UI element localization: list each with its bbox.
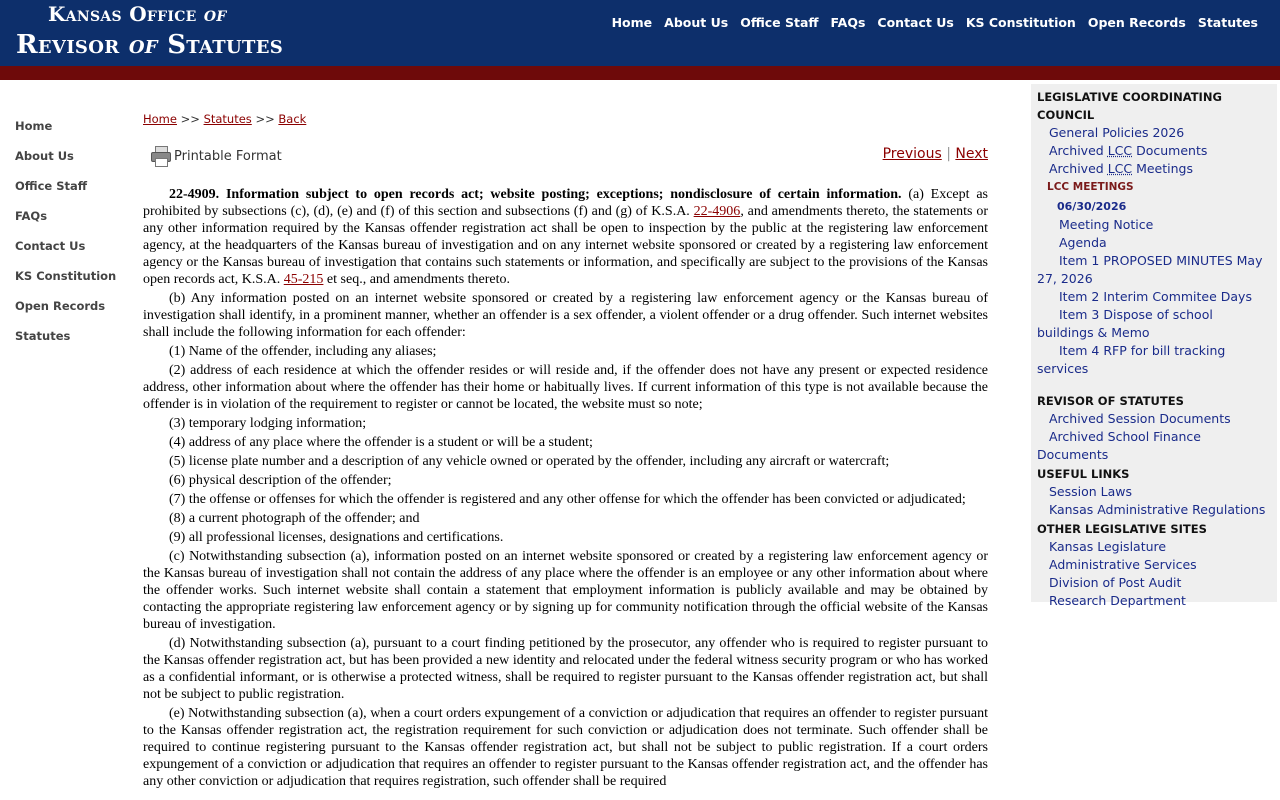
division-post-audit-link[interactable]: Division of Post Audit [1049,575,1182,590]
breadcrumb-back[interactable]: Back [278,112,307,126]
kansas-legislature-link[interactable]: Kansas Legislature [1049,539,1167,554]
statute-list-item: (9) all professional licenses, designations and certifications. [169,530,504,545]
top-nav [600,15,1258,30]
top-nav-statutes[interactable]: Statutes [1197,15,1258,30]
statute-list-item: (5) license plate number and a description of any vehicle owned or operated by the offender, including any aircraft or watercraft; [169,454,890,469]
printable-format-label: Printable Format [174,148,282,164]
statute-paragraph-d: (d) Notwithstanding subsection (a), pursuant to a court finding petitioned by the prosecutor, any offender who is required to register pursuant to the Kansas offender registration act, but has been provided a new identity and relocated under the federal witness security program or who has worked as a confidential informant, or is otherwise a protected witness, shall be required to register pursuant to the Kansas offender registration act, but shall not be subject to public registration. [143,636,988,702]
research-department-link[interactable]: Research Department [1049,593,1186,608]
statute-paragraph-b: (b) Any information posted on an internet website sponsored or created by a registering law enforcement agency or the Kansas bureau of investigation shall identify, in a prominent manner, whether an offender is a sex offender, a violent offender or a drug offender. Such internet websites shall include the following information for each offender: [143,291,988,340]
statute-list-item: (6) physical description of the offender; [169,473,392,488]
top-nav-about-us[interactable]: About Us [664,15,729,30]
statute-list-item: (1) Name of the offender, including any aliases; [169,344,437,359]
prev-next-nav [883,146,988,162]
right-sidebar [1031,84,1277,608]
prev-next-divider: | [946,146,951,162]
archived-lcc-documents-link[interactable]: Archived LCC Documents [1049,143,1208,158]
breadcrumb [143,112,988,126]
statute-list-item: (2) address of each residence at which the offender resides or will reside and, if the offender does not have any present or expected residence address, other information about where the offender has their home or habitually lives. If current information of this type is not available because the offender is in violation of the requirement to register or cannot be located, the website must so note; [143,363,988,412]
left-nav-ks-constitution[interactable]: KS Constitution [15,269,117,283]
left-nav-faqs[interactable]: FAQs [15,209,48,223]
statute-list-item: (3) temporary lodging information; [169,416,367,431]
agenda-link[interactable]: Agenda [1059,235,1107,250]
statute-list-item: (8) a current photograph of the offender; and [169,511,420,526]
item-4-link[interactable]: Item 4 RFP for bill tracking services [1037,343,1226,376]
archived-session-documents-link[interactable]: Archived Session Documents [1049,411,1231,426]
top-nav-open-records[interactable]: Open Records [1087,15,1186,30]
logo-line-2: Revisor of Statutes [16,30,284,60]
archived-lcc-meetings-link[interactable]: Archived LCC Meetings [1049,161,1193,176]
lcc-meetings-heading: LCC MEETINGS [1047,181,1134,193]
statute-list-item: (7) the offense or offenses for which the offender is registered and any other offense for which the offender has been convicted or adjudicated; [169,492,966,507]
statute-paragraph-a: 22-4909. Information subject to open records act; website posting; exceptions; nondisclosure of certain information. (a) Except as prohibited by subsections (c), (d), (e) and (f) of this section and subsections (f) and (g) of K.S.A. 22-4906, and amendments thereto, the statements or any other information required by the Kansas offender registration act shall be open to inspection by the public at the registering law enforcement agency, at the headquarters of the Kansas bureau of investigation and on any internet website sponsored or created by a registering law enforcement agency or the Kansas bureau of investigation that contains such statements or information, and specifically are subject to the provisions of the Kansas open records act, K.S.A. 45-215 et seq., and amendments thereto. [143,187,988,287]
main-content [143,110,988,792]
top-nav-contact-us[interactable]: Contact Us [877,15,954,30]
statute-paragraph-e: (e) Notwithstanding subsection (a), when a court orders expungement of a conviction or adjudication that requires an offender to register pursuant to the Kansas offender registration act, the registration requirement for such conviction or adjudication does not terminate. Such offender shall be required to continue registering pursuant to the Kansas offender registration act, but shall not be subject to public registration. If a court orders expungement of a conviction or adjudication that requires an offender to register pursuant to the Kansas offender registration act, and the offender has any other conviction or adjudication that requires registration, such offender shall be required [143,706,988,789]
breadcrumb-separator: >> [255,112,275,126]
breadcrumb-statutes[interactable]: Statutes [203,112,252,126]
printable-format-link[interactable] [151,146,282,166]
item-1-link[interactable]: Item 1 PROPOSED MINUTES May 27, 2026 [1037,253,1263,286]
meeting-date: 06/30/2026 [1057,200,1127,213]
archived-school-finance-link[interactable]: Archived School Finance Documents [1037,429,1201,462]
revisor-heading: REVISOR OF STATUTES [1037,394,1184,408]
ksa-link-22-4906[interactable]: 22-4906 [693,204,741,219]
printer-icon [151,146,171,166]
statute-text [143,186,988,790]
accent-bar [0,66,1280,80]
breadcrumb-home[interactable]: Home [143,112,177,126]
left-nav-about-us[interactable]: About Us [15,149,74,163]
session-laws-link[interactable]: Session Laws [1049,484,1133,499]
meeting-notice-link[interactable]: Meeting Notice [1059,217,1154,232]
left-nav-open-records[interactable]: Open Records [15,299,106,313]
site-header [0,0,1280,66]
left-nav-statutes[interactable]: Statutes [15,329,71,343]
statute-list-item: (4) address of any place where the offender is a student or will be a student; [169,435,593,450]
next-link[interactable]: Next [955,146,988,162]
top-nav-office-staff[interactable]: Office Staff [740,15,819,30]
left-nav-office-staff[interactable]: Office Staff [15,179,88,193]
item-2-link[interactable]: Item 2 Interim Commitee Days [1059,289,1252,304]
breadcrumb-separator: >> [180,112,200,126]
statute-heading: 22-4909. Information subject to open records act; website posting; exceptions; nondisclosure of certain information. [169,187,902,202]
other-sites-heading: OTHER LEGISLATIVE SITES [1037,522,1207,536]
logo-line-1: Kansas Office of [48,2,227,26]
left-nav-home[interactable]: Home [15,119,53,133]
administrative-services-link[interactable]: Administrative Services [1049,557,1197,572]
top-nav-ks-constitution[interactable]: KS Constitution [965,15,1076,30]
useful-links-heading: USEFUL LINKS [1037,467,1130,481]
item-3-link[interactable]: Item 3 Dispose of school buildings & Memo [1037,307,1213,340]
left-nav-contact-us[interactable]: Contact Us [15,239,86,253]
statute-paragraph-c: (c) Notwithstanding subsection (a), information posted on an internet website sponsored or created by a registering law enforcement agency or the Kansas bureau of investigation shall not contain the address of any place where the offender is an employee or any other information about where the offender works. Such internet website shall contain a statement that employment information is publicly available and may be obtained by contacting the appropriate registering law enforcement agency or by signing up for community notification through the official website of the Kansas bureau of investigation. [143,549,988,632]
kansas-admin-regulations-link[interactable]: Kansas Administrative Regulations [1049,502,1266,517]
general-policies-link[interactable]: General Policies 2026 [1049,125,1185,140]
ksa-link-45-215[interactable]: 45-215 [283,272,324,287]
top-nav-home[interactable]: Home [611,15,653,30]
previous-link[interactable]: Previous [882,146,942,162]
statute-toolbar [143,142,988,178]
lcc-heading: LEGISLATIVE COORDINATING COUNCIL [1037,90,1222,122]
left-nav [15,118,116,358]
top-nav-faqs[interactable]: FAQs [830,15,866,30]
